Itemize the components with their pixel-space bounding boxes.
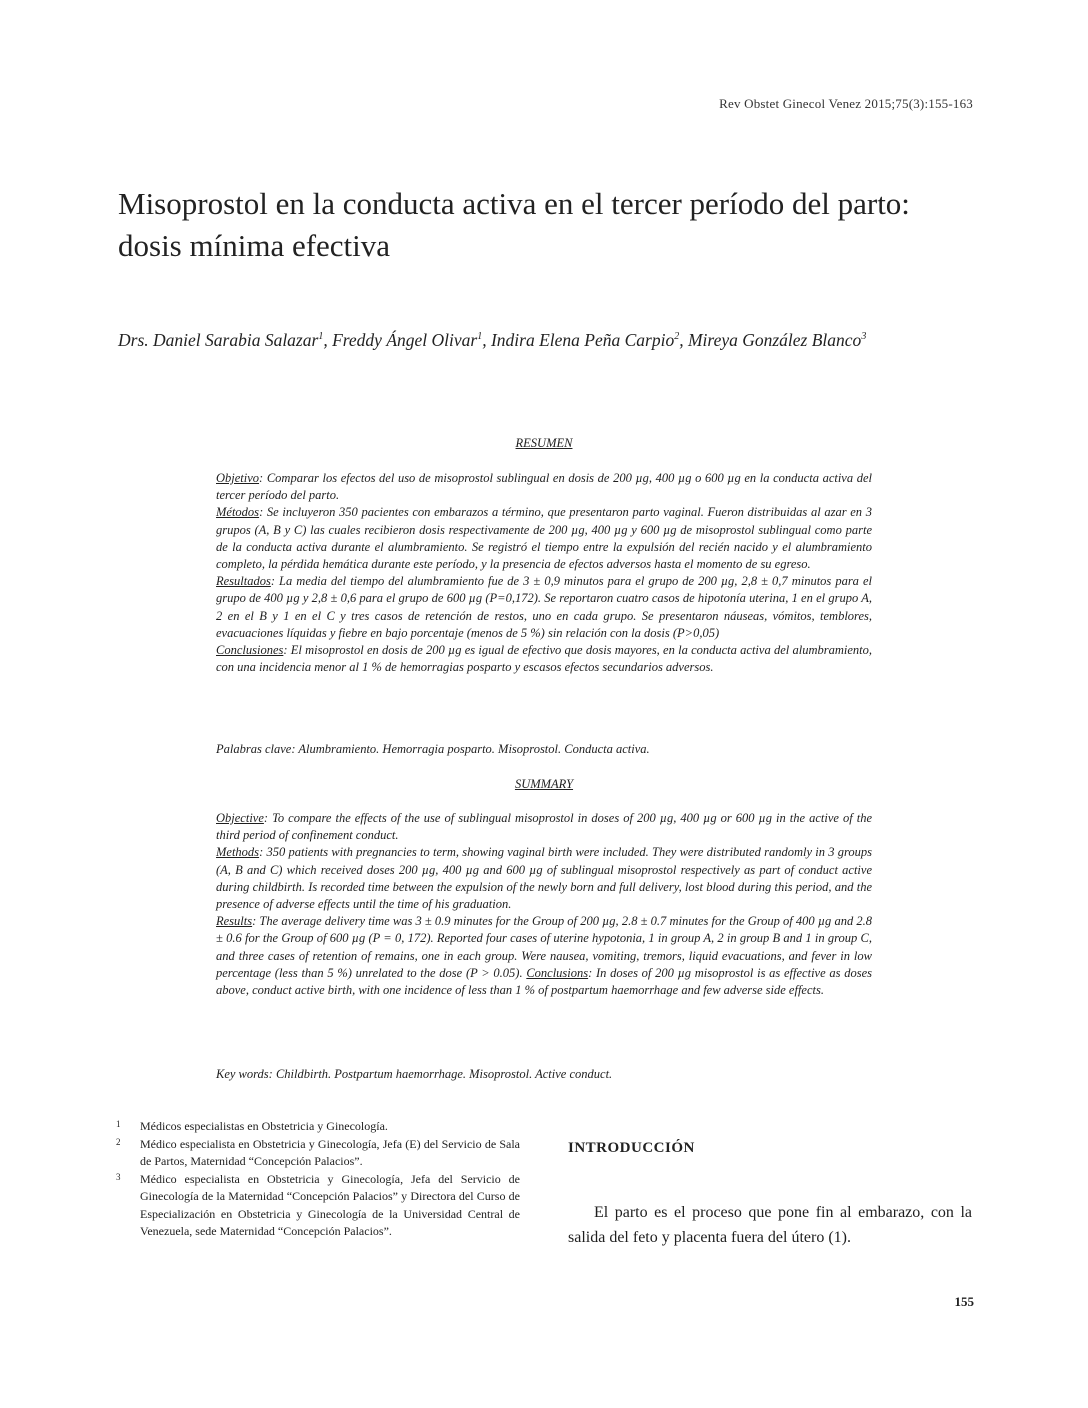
summary-results: [216, 913, 872, 999]
author-affiliation: 3: [861, 331, 867, 342]
summary-objective: [216, 810, 872, 844]
footnote: [116, 1171, 520, 1241]
conclusiones-label: Conclusiones: [216, 643, 284, 658]
footnote-number: 2: [116, 1136, 121, 1147]
footnote-text: Médico especialista en Obstetricia y Ginecología, Jefa del Servicio de Ginecología de la Maternidad “Concepción Palacios” y Directora del Curso de Especialización en Obstetricia y Ginecología de la Universidad Central de Venezuela, sede Maternidad “Concepción Palacios”.: [140, 1171, 520, 1238]
footnote: [116, 1118, 520, 1136]
results-text: : The average delivery time was 3 ± 0.9 minutes for the Group of 200 µg, 2.8 ± 0.7 minutes for the Group of 400 µg and 2.8 ± 0.6 for the Group of 600 µg (P = 0, 172). Reported four cases of uterine hypotonia, 1 in group A, 2 in group B and 1 in group C, and three cases of retention of remains, one in each group. Were nausea, vomiting, tremors, liquid evacuations, and fever in low percentage (less than 5 %) unrelated to the dose (P > 0.05).: [216, 914, 872, 980]
author-list: [118, 324, 978, 353]
results-label: Results: [216, 914, 253, 929]
summary-body: [216, 810, 872, 999]
summary-methods: [216, 844, 872, 913]
conclusions-text: : In doses of 200 µg misoprostol is as effective as doses above, conduct active birth, with one incidence of less than 1 % of postpartum haemorrhage and few adverse side effects.: [216, 965, 872, 998]
author-separator: ,: [323, 329, 333, 350]
metodos-label: Métodos: [216, 505, 260, 520]
journal-reference: Rev Obstet Ginecol Venez 2015;75(3):155-163: [719, 96, 973, 111]
introduccion-paragraph: El parto es el proceso que pone fin al embarazo, con la salida del feto y placenta fuera del útero (1).: [568, 1204, 972, 1246]
objetivo-label: Objetivo: [216, 471, 260, 485]
resumen-objetivo: [216, 470, 872, 504]
author-name: Daniel Sarabia Salazar: [153, 329, 319, 350]
footnote-number: 1: [116, 1119, 121, 1129]
author-separator: ,: [679, 329, 688, 350]
key-words: Key words: Childbirth. Postpartum haemorrhage. Misoprostol. Active conduct.: [216, 1067, 613, 1081]
author-affiliation: 2: [674, 331, 680, 342]
resumen-resultados: [216, 573, 872, 642]
author-affiliation: 1: [477, 331, 483, 342]
resultados-label: Resultados: [216, 574, 271, 589]
palabras-clave: Palabras clave: Alumbramiento. Hemorragia posparto. Misoprostol. Conducta activa.: [216, 742, 650, 756]
resumen-metodos: [216, 504, 872, 573]
objective-label: Objective: [216, 811, 264, 825]
resumen-conclusiones: [216, 642, 872, 676]
objetivo-text: : Comparar los efectos del uso de misoprostol sublingual en dosis de 200 µg, 400 µg o 600 µg en la conducta activa del tercer período del parto.: [216, 471, 872, 503]
footnote-text: Médico especialista en Obstetricia y Ginecología, Jefa (E) del Servicio de Sala de Partos, Maternidad “Concepción Palacios”.: [140, 1136, 520, 1168]
resumen-body: [216, 470, 872, 676]
footnote: [116, 1136, 520, 1171]
resumen-heading: RESUMEN: [515, 436, 573, 450]
conclusions-label: Conclusions: [526, 965, 589, 980]
author-affiliation: 1: [318, 331, 324, 342]
affiliation-footnotes: [116, 1118, 520, 1241]
footnote-number: 3: [116, 1171, 121, 1182]
conclusiones-text: : El misoprostol en dosis de 200 µg es igual de efectivo que dosis mayores, en la conducta activa del alumbramiento, con una incidencia menor al 1 % de hemorragias posparto y escasos efectos secundarios adversos.: [216, 643, 872, 675]
summary-heading: SUMMARY: [514, 777, 574, 791]
methods-label: Methods: [216, 845, 260, 860]
author-name: Indira Elena Peña Carpio: [490, 329, 675, 350]
article-title: Misoprostol en la conducta activa en el tercer período del parto: dosis mínima efectiva: [118, 186, 910, 263]
page-number: 155: [954, 1294, 974, 1309]
author-prefix: Drs.: [118, 329, 149, 350]
footnote-text: Médicos especialistas en Obstetricia y Ginecología.: [140, 1119, 388, 1133]
author-name: Mireya González Blanco: [687, 329, 862, 350]
author-name: Freddy Ángel Olivar: [332, 329, 478, 350]
introduccion-heading: INTRODUCCIÓN: [568, 1140, 695, 1156]
author-separator: ,: [482, 329, 491, 350]
metodos-text: : Se incluyeron 350 pacientes con embarazos a término, que presentaron parto vaginal. Fueron distribuidas al azar en 3 grupos (A, B y C) las cuales recibieron dosis respectivamente de 200 µg, 400 µg y 600 µg de misoprostol sublingual como parte de la conducta activa durante el alumbramiento. Se registró el tiempo entre la expulsión del recién nacido y el alumbramiento completo, la pérdida hemática durante este período, y la presencia de efectos adversos hasta el momento de su egreso.: [216, 505, 872, 572]
methods-text: : 350 patients with pregnancies to term, showing vaginal birth were included. They were distributed randomly in 3 groups (A, B and C) which received doses 200 µg, 400 µg and 600 µg of sublingual misoprostol respectively as part of conduct active during childbirth. Is recorded time between the expulsion of the newly born and full delivery, lost blood during this period, and the presence of adverse effects until the time of his graduation.: [216, 845, 872, 912]
resultados-text: : La media del tiempo del alumbramiento fue de 3 ± 0,9 minutos para el grupo de 200 µg, 2,8 ± 0,7 minutos para el grupo de 400 µg y 2,8 ± 0,6 para el grupo de 600 µg (P=0,172). Se reportaron cuatro casos de hipotonía uterina, 1 en el grupo A, 2 en el B y 1 en el C y tres casos de retención de restos, uno en cada grupo. Se presentaron náuseas, vómitos, temblores, evacuaciones líquidas y fiebre en bajo porcentaje (menos de 5 %) sin relación con la dosis (P>0,05): [216, 574, 872, 640]
objective-text: : To compare the effects of the use of sublingual misoprostol in doses of 200 µg, 400 µg or 600 µg in the active of the third period of confinement conduct.: [216, 811, 872, 843]
